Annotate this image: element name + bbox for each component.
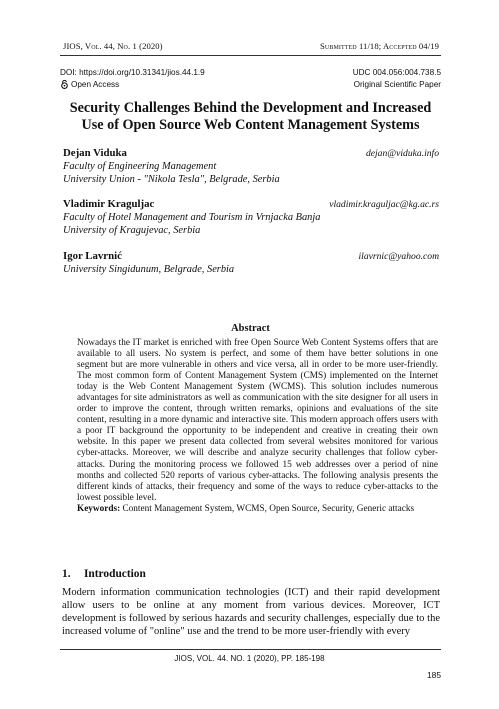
keywords-label: Keywords: [77, 503, 121, 514]
author-affiliation-line: University Union - "Nikola Tesla", Belgrade, Serbia [63, 174, 280, 185]
author-affiliation-line: University Singidunum, Belgrade, Serbia [63, 264, 235, 275]
section-number: 1. [62, 568, 71, 580]
author-email[interactable]: vladimir.kraguljac@kg.ac.rs [329, 199, 439, 210]
running-head-right: Submitted 11/18; Accepted 04/19 [320, 41, 439, 51]
author-affiliation-line: University of Kragujevac, Serbia [63, 225, 201, 236]
section-title: Introduction [84, 568, 146, 580]
running-head [63, 41, 439, 53]
author-email[interactable]: dejan@viduka.info [365, 148, 439, 159]
footer-rule [60, 649, 441, 650]
open-lock-icon [60, 80, 69, 89]
author-1 [63, 147, 439, 186]
abstract-body [77, 338, 438, 515]
section-heading [62, 568, 146, 580]
abstract-heading: Abstract [231, 323, 270, 334]
author-2 [63, 198, 439, 237]
paper-title: Security Challenges Behind the Development and Increased Use of Open Source Web Content Management Systems [69, 100, 432, 133]
author-3 [63, 250, 439, 276]
abstract-text: Nowadays the IT market is enriched with free Open Source Web Content Systems offers that are available to all users. No system is perfect, and some of them have better solutions in one segment but are more vulnerable in others and vice versa, all in order to be more user-friendly. The most common form of Content Management System (CMS) implemented on the Internet today is the Web Content Management System (WCMS). This solution includes numerous advantages for site administrators as well as communication with the site designer for all users in order to improve the content, through written remarks, opinions and evaluations of the site content, resulting in a more dynamic and interactive site. This modern approach offers users with a poor IT background the opportunity to be independent and creative in creating their own website. In this paper we present data collected from several websites monitored for various cyber-attacks. Moreover, we will describe and analyze security challenges that follow cyber-attacks. During the monitoring process we followed 15 web addresses over a period of nine months and collected 520 reports of various cyber-attacks. The following analysis presents the different kinds of attacks, their frequency and some of the ways to reduce cyber-attacks to the lowest possible level. [77, 338, 438, 503]
footer-journal-citation: JIOS, VOL. 44. NO. 1 (2020), PP. 185-198 [174, 654, 325, 663]
header-rule [60, 55, 441, 56]
meta-row-type [60, 80, 441, 89]
doi-link[interactable]: DOI: https://doi.org/10.31341/jios.44.1.9 [60, 68, 205, 77]
author-name: Dejan Viduka [63, 147, 127, 159]
author-affiliation-line: Faculty of Hotel Management and Tourism in Vrnjacka Banja [63, 212, 321, 223]
open-access-text: Open Access [71, 80, 120, 89]
paper-type: Original Scientific Paper [353, 80, 441, 89]
keywords-list: Content Management System, WCMS, Open Source, Security, Generic attacks [122, 503, 415, 514]
author-name: Vladimir Kraguljac [63, 198, 155, 210]
author-affiliation-line: Faculty of Engineering Management [63, 161, 217, 172]
running-head-left: JIOS, Vol. 44, No. 1 (2020) [63, 41, 163, 51]
page-number: 185 [427, 670, 441, 680]
author-email[interactable]: ilavrnic@yahoo.com [358, 251, 439, 262]
keywords [77, 504, 438, 515]
author-name: Igor Lavrnić [63, 250, 122, 262]
meta-row-ids [60, 68, 441, 77]
udc-code: UDC 004.056:004.738.5 [352, 68, 441, 77]
introduction-paragraph: Modern information communication technologies (ICT) and their rapid development allow users to be online at any moment from various devices. Moreover, ICT development is followed by serious hazards and security challenges, especially due to the increased volume of "online" use and the trend to be more user-friendly with every [62, 587, 440, 638]
open-access-label [60, 80, 119, 89]
